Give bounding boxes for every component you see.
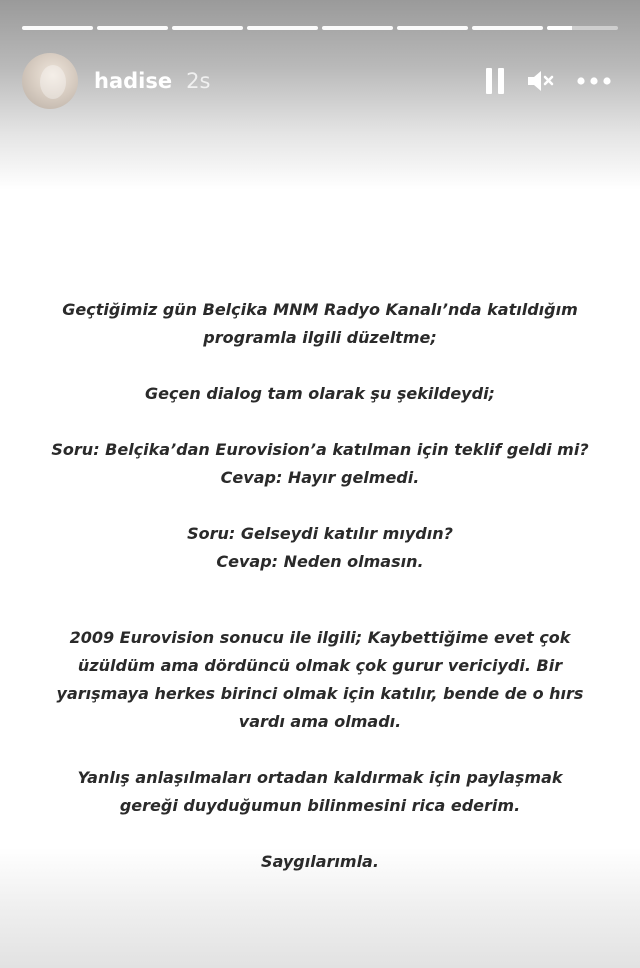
- text-line: Soru: Gelseydi katılır mıydın?: [187, 524, 453, 543]
- progress-segment: [547, 26, 618, 30]
- progress-segment: [22, 26, 93, 30]
- story-progress-bar: [22, 26, 618, 30]
- text-line: Geçtiğimiz gün Belçika MNM Radyo Kanalı’nda katıldığım: [62, 300, 578, 319]
- progress-segment: [322, 26, 393, 30]
- speaker-muted-icon[interactable]: [526, 68, 556, 94]
- text-line: Soru: Belçika’dan Eurovision’a katılman için teklif geldi mi?: [51, 440, 589, 459]
- text-line: yarışmaya herkes birinci olmak için katılır, bende de o hırs: [56, 684, 584, 703]
- text-line: programla ilgili düzeltme;: [203, 328, 437, 347]
- progress-segment: [472, 26, 543, 30]
- text-line: Cevap: Neden olmasın.: [216, 552, 424, 571]
- story-controls: [484, 68, 618, 94]
- text-line: Yanlış anlaşılmaları ortadan kaldırmak için paylaşmak: [77, 768, 563, 787]
- text-line: 2009 Eurovision sonucu ile ilgili; Kaybettiğime evet çok: [69, 628, 571, 647]
- progress-segment: [172, 26, 243, 30]
- progress-segment: [247, 26, 318, 30]
- more-horizontal-icon[interactable]: [576, 76, 612, 86]
- progress-segment: [97, 26, 168, 30]
- post-time: 2s: [186, 69, 211, 93]
- text-line: Saygılarımla.: [261, 852, 379, 871]
- text-line: Cevap: Hayır gelmedi.: [220, 468, 420, 487]
- text-line: üzüldüm ama dördüncü olmak çok gurur vericiydi. Bir: [77, 656, 563, 675]
- story-text: [30, 296, 610, 876]
- progress-segment: [397, 26, 468, 30]
- text-line: Geçen dialog tam olarak şu şekildeydi;: [145, 384, 495, 403]
- text-line: gereği duyduğumun bilinmesini rica ederim.: [119, 796, 521, 815]
- pause-icon[interactable]: [484, 68, 506, 94]
- username[interactable]: hadise: [94, 69, 173, 93]
- text-line: vardı ama olmadı.: [238, 712, 402, 731]
- story-header: [22, 52, 618, 110]
- avatar[interactable]: [22, 53, 78, 109]
